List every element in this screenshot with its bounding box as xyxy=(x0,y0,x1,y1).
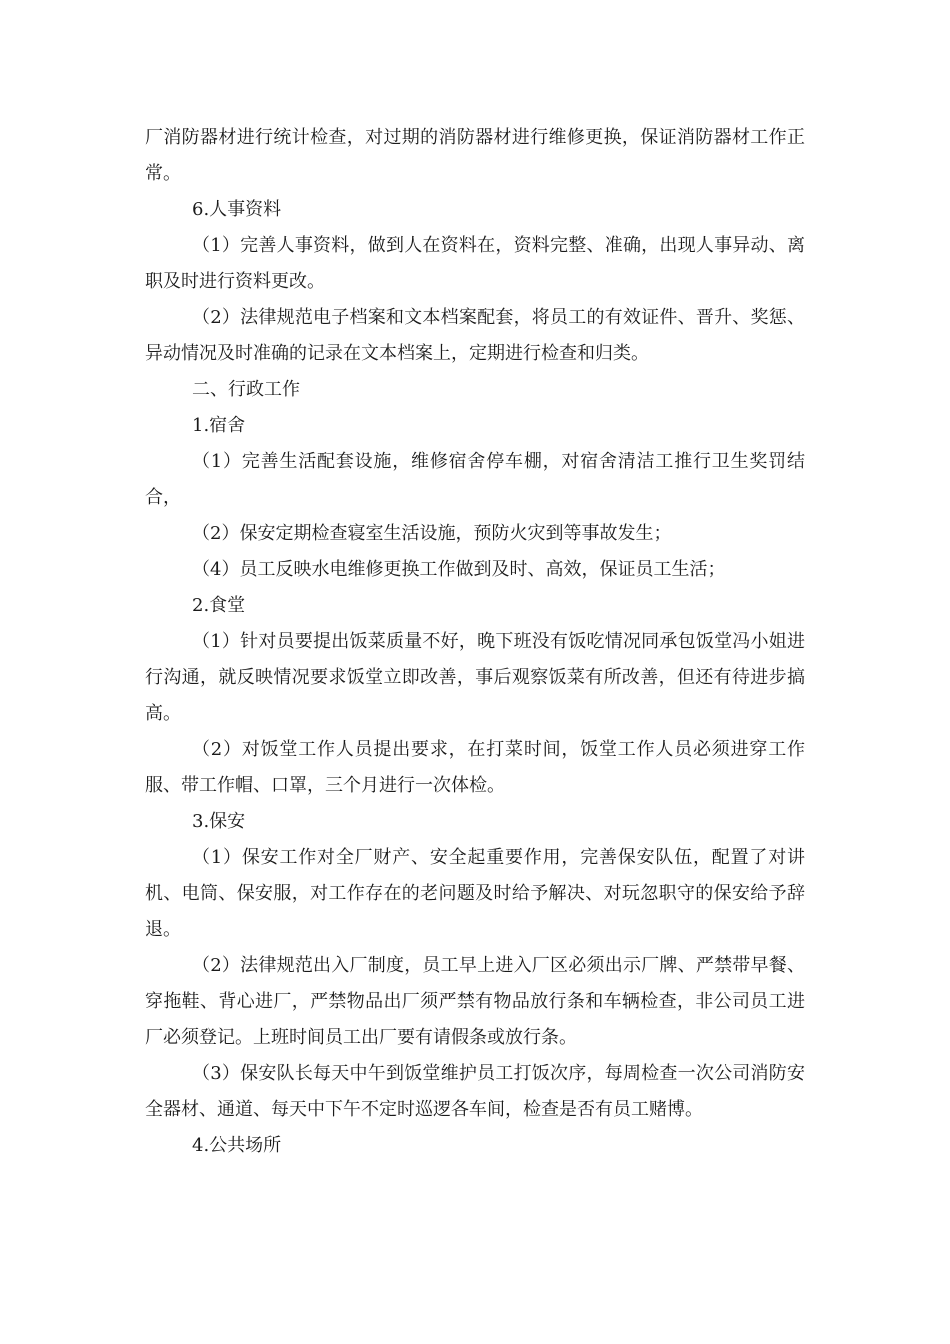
subsection-heading-canteen: 2.食堂 xyxy=(192,595,246,616)
subsection-heading-public-areas: 4.公共场所 xyxy=(192,1135,282,1156)
paragraph-security-3: （3）保安队长每天中午到饭堂维护员工打饭次序，每周检查一次公司消防安全器材、通道、每天中下午不定时巡逻各车间，检查是否有员工赌博。 xyxy=(145,1063,805,1120)
paragraph-security-1: （1）保安工作对全厂财产、安全起重要作用，完善保安队伍，配置了对讲机、电筒、保安服，对工作存在的老问题及时给予解决、对玩忽职守的保安给予辞退。 xyxy=(145,847,805,940)
document-body xyxy=(145,120,805,1164)
paragraph-continuation: 厂消防器材进行统计检查，对过期的消防器材进行维修更换，保证消防器材工作正常。 xyxy=(145,127,805,184)
subsection-heading-security: 3.保安 xyxy=(192,811,246,832)
section-heading-administration: 二、行政工作 xyxy=(192,379,300,400)
subsection-heading-dormitory: 1.宿舍 xyxy=(192,415,246,436)
paragraph-personnel-1: （1）完善人事资料，做到人在资料在，资料完整、准确，出现人事异动、离职及时进行资料更改。 xyxy=(145,235,805,292)
paragraph-dormitory-2: （2）保安定期检查寝室生活设施，预防火灾到等事故发生； xyxy=(192,523,672,544)
paragraph-canteen-2: （2）对饭堂工作人员提出要求，在打菜时间，饭堂工作人员必须进穿工作服、带工作帽、口罩，三个月进行一次体检。 xyxy=(145,739,805,796)
paragraph-personnel-2: （2）法律规范电子档案和文本档案配套，将员工的有效证件、晋升、奖惩、异动情况及时准确的记录在文本档案上，定期进行检查和归类。 xyxy=(145,307,805,364)
paragraph-canteen-1: （1）针对员要提出饭菜质量不好，晚下班没有饭吃情况同承包饭堂冯小姐进行沟通，就反映情况要求饭堂立即改善，事后观察饭菜有所改善，但还有待进步搞高。 xyxy=(145,631,805,724)
paragraph-dormitory-4: （4）员工反映水电维修更换工作做到及时、高效，保证员工生活； xyxy=(192,559,726,580)
paragraph-dormitory-1: （1）完善生活配套设施，维修宿舍停车棚，对宿舍清洁工推行卫生奖罚结合， xyxy=(145,451,805,508)
paragraph-security-2: （2）法律规范出入厂制度，员工早上进入厂区必须出示厂牌、严禁带早餐、穿拖鞋、背心进厂，严禁物品出厂须严禁有物品放行条和车辆检查，非公司员工进厂必须登记。上班时间员工出厂要有请假条或放行条。 xyxy=(145,955,805,1048)
section-heading-personnel-records: 6.人事资料 xyxy=(192,199,282,220)
